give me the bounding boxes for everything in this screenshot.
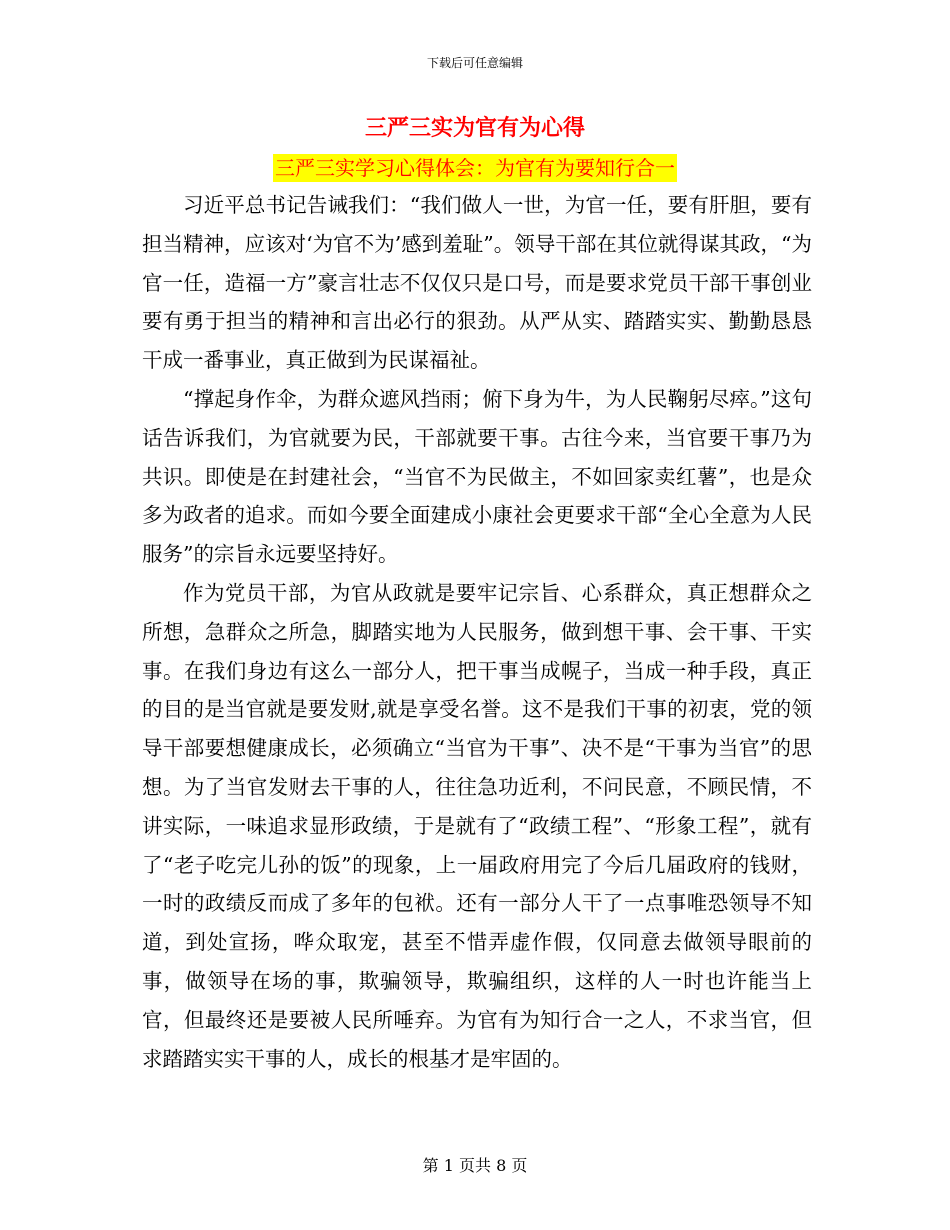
paragraph-3: 作为党员干部，为官从政就是要牢记宗旨、心系群众，真正想群众之所想，急群众之所急，脚踏实地为人民服务，做到想干事、会干事、干实事。在我们身边有这么一部分人，把干事当成幌子，当成一种手段，真正的目的是当官就是要发财,就是享受名誉。这不是我们干事的初衷，党的领导干部要想健康成长，必须确立“当官为干事”、决不是“干事为当官”的思想。为了当官发财去干事的人，往往急功近利，不问民意，不顾民情，不讲实际，一味追求显形政绩，于是就有了“政绩工程”、“形象工程”，就有了“老子吃完儿孙的饭”的现象，上一届政府用完了今后几届政府的钱财，一时的政绩反而成了多年的包袱。还有一部分人干了一点事唯恐领导不知道，到处宣扬，哗众取宠，甚至不惜弄虚作假，仅同意去做领导眼前的事，做领导在场的事，欺骗领导，欺骗组织，这样的人一时也许能当上官，但最终还是要被人民所唾弃。为官有为知行合一之人，不求当官，但求踏踏实实干事的人，成长的根基才是牢固的。: [142, 580, 812, 1071]
document-body: [142, 186, 812, 1078]
page-header: 下载后可任意编辑: [426, 56, 523, 70]
paragraph-1: 习近平总书记告诫我们：“我们做人一世，为官一任，要有肝胆，要有担当精神，应该对‘为官不为’感到羞耻”。领导干部在其位就得谋其政，“为官一任，造福一方”豪言壮志不仅仅只是口号，而是要求党员干部干事创业要有勇于担当的精神和言出必行的狠劲。从严从实、踏踏实实、勤勤恳恳干成一番事业，真正做到为民谋福祉。: [142, 193, 812, 373]
page-footer: 第 1 页共 8 页: [422, 1156, 528, 1175]
document-subtitle-container: [0, 154, 950, 182]
document-subtitle: 三严三实学习心得体会：为官有为要知行合一: [275, 156, 675, 180]
paragraph-2: “撑起身作伞，为群众遮风挡雨；俯下身为牛，为人民鞠躬尽瘁。”这句话告诉我们，为官就要为民，干部就要干事。古往今来，当官要干事乃为共识。即使是在封建社会，“当官不为民做主，不如回家卖红薯”，也是众多为政者的追求。而如今要全面建成小康社会更要求干部“全心全意为人民服务”的宗旨永远要坚持好。: [142, 386, 812, 567]
document-title: 三严三实为官有为心得: [364, 116, 585, 141]
